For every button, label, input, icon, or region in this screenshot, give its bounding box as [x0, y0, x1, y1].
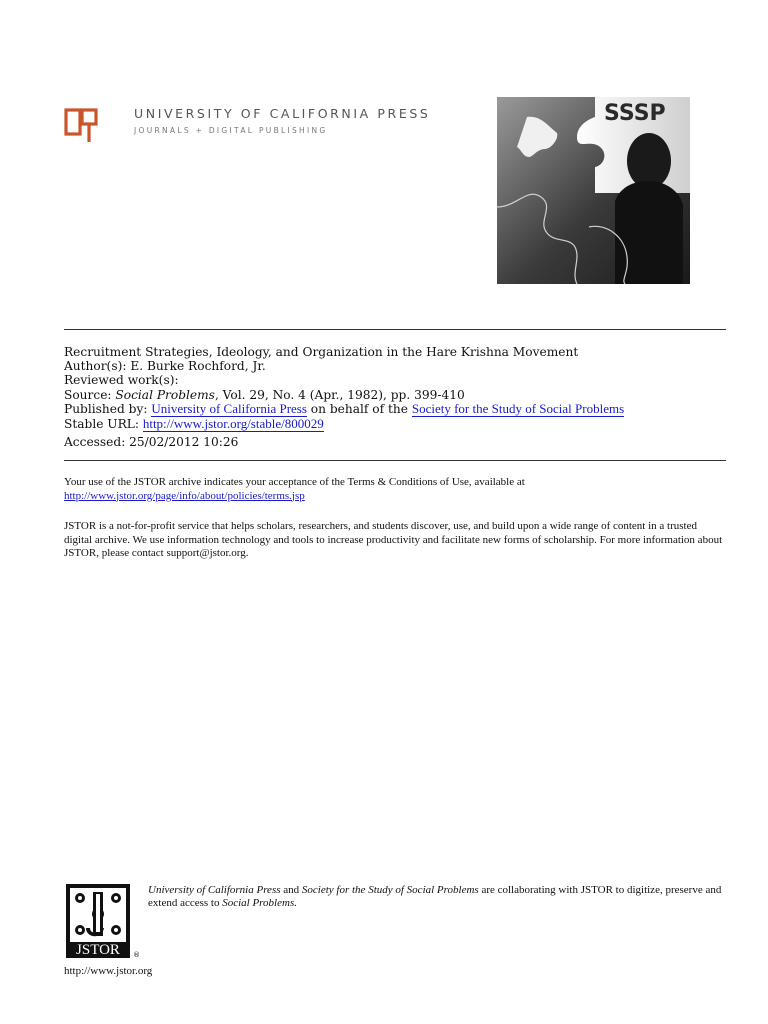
- society-link[interactable]: Society for the Study of Social Problems: [411, 401, 625, 416]
- bottom-rule: [64, 460, 726, 461]
- source-label: Source:: [64, 388, 112, 402]
- source-journal: Social Problems: [115, 388, 215, 402]
- footer-journal: Social Problems: [222, 896, 295, 909]
- source-line: [64, 388, 465, 402]
- article-title: Recruitment Strategies, Ideology, and Organization in the Hare Krishna Movement: [64, 345, 579, 359]
- stable-url-label: Stable URL:: [64, 417, 139, 431]
- authors-line: [64, 359, 266, 373]
- on-behalf-text: on behalf of the: [306, 402, 412, 416]
- stable-url-line: [64, 417, 324, 431]
- terms-link[interactable]: http://www.jstor.org/page/info/about/policies/terms.jsp: [64, 489, 305, 502]
- authors-label: Author(s):: [64, 359, 127, 373]
- sssp-logo-icon: [497, 97, 690, 284]
- about-jstor-text: JSTOR is a not-for-profit service that helps scholars, researchers, and students discover, use, and build upon a wide range of content in a trusted digital archive. We use information technology and tools to increase productivity and facilitate new forms of scholarship. For more information about JSTOR, please contact support@jstor.org.: [64, 520, 723, 559]
- stable-url-link[interactable]: http://www.jstor.org/stable/800029: [142, 416, 324, 431]
- ucp-logo-icon: [64, 104, 100, 144]
- terms-text: Your use of the JSTOR archive indicates your acceptance of the Terms & Conditions of Use, available at: [64, 476, 525, 488]
- footer-publisher: University of California Press: [148, 884, 281, 896]
- published-label: Published by:: [64, 402, 148, 416]
- accessed-date: 25/02/2012 10:26: [129, 435, 239, 449]
- source-details: , Vol. 29, No. 4 (Apr., 1982), pp. 399-410: [214, 388, 465, 402]
- publisher-name: UNIVERSITY OF CALIFORNIA PRESS: [134, 106, 431, 121]
- top-rule: [64, 329, 726, 330]
- published-line: [64, 402, 624, 416]
- footer-society: Society for the Study of Social Problems: [301, 884, 479, 896]
- accessed-label: Accessed:: [64, 435, 126, 449]
- sssp-logo-text: SSSP: [604, 101, 666, 126]
- reviewed-label: Reviewed work(s):: [64, 373, 179, 387]
- publisher-link[interactable]: University of California Press: [151, 401, 307, 416]
- accessed-line: [64, 435, 238, 449]
- footer-end: .: [294, 896, 297, 909]
- collaboration-note: [148, 884, 728, 909]
- jstor-url-link[interactable]: http://www.jstor.org: [64, 965, 153, 977]
- publisher-subtitle: JOURNALS + DIGITAL PUBLISHING: [134, 126, 328, 135]
- jstor-logo-icon: [66, 884, 130, 958]
- authors: E. Burke Rochford, Jr.: [130, 359, 266, 373]
- footer-and: and: [280, 884, 302, 896]
- terms-notice: [64, 476, 726, 503]
- jstor-logo-text: JSTOR: [76, 942, 120, 958]
- registered-mark: ®: [133, 951, 140, 959]
- footer-collab: are collaborating with JSTOR to digitize, preserve and extend access to: [148, 884, 722, 909]
